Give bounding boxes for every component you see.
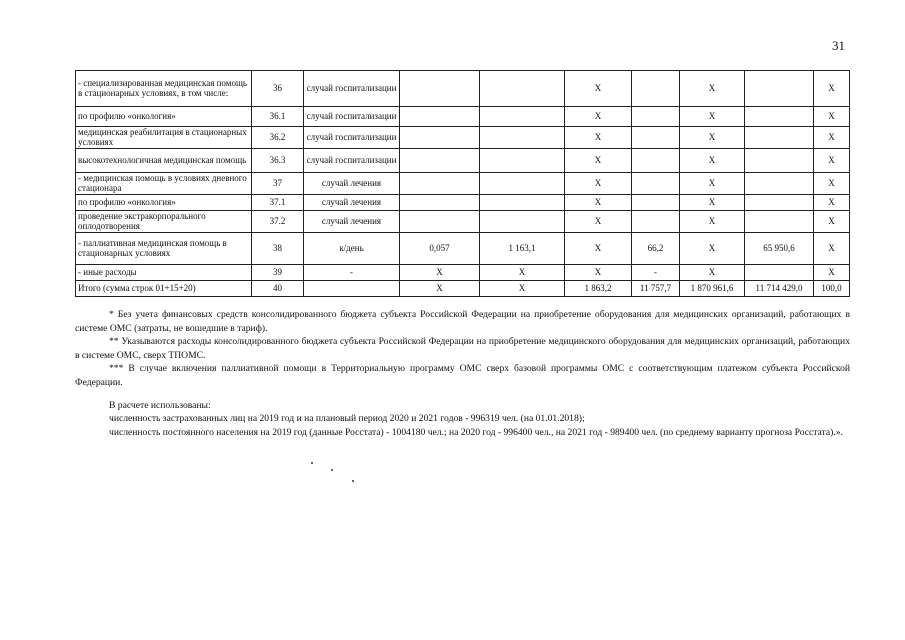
row-name-cell: - иные расходы — [76, 265, 252, 281]
value-cell: X — [814, 233, 850, 265]
value-cell — [400, 149, 480, 173]
page-number: 31 — [832, 38, 845, 53]
value-cell: X — [565, 211, 632, 233]
value-cell — [632, 173, 680, 195]
table-row — [76, 107, 850, 127]
value-cell — [632, 127, 680, 149]
table-row — [76, 149, 850, 173]
value-cell: X — [565, 107, 632, 127]
unit-cell: случай госпитализации — [304, 149, 400, 173]
footnotes — [75, 308, 850, 439]
row-name-cell: по профилю «онкология» — [76, 107, 252, 127]
value-cell — [745, 149, 814, 173]
value-cell: X — [814, 127, 850, 149]
scan-speck — [352, 480, 354, 482]
value-cell — [632, 195, 680, 211]
row-number-cell: 37.1 — [252, 195, 304, 211]
row-name-cell: - медицинская помощь в условиях дневного стационара — [76, 173, 252, 195]
unit-cell: случай госпитализации — [304, 71, 400, 107]
footnote-3: *** В случае включения паллиативной помощи в Территориальную программу ОМС сверх базовой программы ОМС с соответствующим платежом субъекта Российской Федерации. — [75, 363, 850, 389]
value-cell: X — [814, 71, 850, 107]
value-cell — [745, 265, 814, 281]
row-name-cell: - паллиативная медицинская помощь в стационарных условиях — [76, 233, 252, 265]
financing-table — [75, 70, 850, 297]
value-cell: X — [565, 173, 632, 195]
scan-speck — [331, 469, 333, 471]
value-cell: X — [565, 71, 632, 107]
row-number-cell: 36.3 — [252, 149, 304, 173]
row-name-cell: высокотехнологичная медицинская помощь — [76, 149, 252, 173]
value-cell: X — [680, 71, 745, 107]
value-cell: X — [814, 173, 850, 195]
row-number-cell: 37.2 — [252, 211, 304, 233]
value-cell: 1 870 961,6 — [680, 281, 745, 297]
value-cell: X — [814, 107, 850, 127]
row-name-cell: проведение экстракорпорального оплодотворения — [76, 211, 252, 233]
value-cell: X — [400, 265, 480, 281]
value-cell: 66,2 — [632, 233, 680, 265]
unit-cell: к/день — [304, 233, 400, 265]
value-cell: X — [680, 173, 745, 195]
table-row — [76, 195, 850, 211]
value-cell — [400, 107, 480, 127]
value-cell: X — [814, 211, 850, 233]
value-cell — [400, 211, 480, 233]
value-cell — [480, 149, 565, 173]
value-cell — [745, 107, 814, 127]
value-cell — [400, 127, 480, 149]
table-row — [76, 281, 850, 297]
row-number-cell: 40 — [252, 281, 304, 297]
row-number-cell: 36.1 — [252, 107, 304, 127]
value-cell: X — [680, 127, 745, 149]
value-cell: X — [680, 149, 745, 173]
row-number-cell: 36.2 — [252, 127, 304, 149]
table-row — [76, 71, 850, 107]
table-row — [76, 173, 850, 195]
value-cell: X — [814, 195, 850, 211]
value-cell — [400, 71, 480, 107]
value-cell — [400, 195, 480, 211]
value-cell — [480, 173, 565, 195]
value-cell — [745, 71, 814, 107]
row-name-cell: медицинская реабилитация в стационарных условиях — [76, 127, 252, 149]
table-row — [76, 211, 850, 233]
table-row — [76, 265, 850, 281]
value-cell: X — [680, 107, 745, 127]
row-name-cell: по профилю «онкология» — [76, 195, 252, 211]
calc-intro: В расчете использованы: — [109, 399, 211, 411]
value-cell: X — [565, 195, 632, 211]
row-name-cell: - специализированная медицинская помощь в стационарных условиях, в том числе: — [76, 71, 252, 107]
unit-cell: случай лечения — [304, 173, 400, 195]
row-number-cell: 37 — [252, 173, 304, 195]
value-cell — [400, 173, 480, 195]
unit-cell — [304, 281, 400, 297]
value-cell — [632, 149, 680, 173]
row-name-cell: Итого (сумма строк 01+15+20) — [76, 281, 252, 297]
value-cell — [480, 107, 565, 127]
row-number-cell: 39 — [252, 265, 304, 281]
footnote-2: ** Указываются расходы консолидированного бюджета субъекта Российской Федерации на приобретение медицинского оборудования для медицинских организаций, работающих в системе ОМС, сверх ТПОМС. — [75, 336, 850, 361]
table-row — [76, 233, 850, 265]
value-cell: 1 863,2 — [565, 281, 632, 297]
value-cell: X — [480, 281, 565, 297]
value-cell — [745, 127, 814, 149]
unit-cell: - — [304, 265, 400, 281]
value-cell: X — [400, 281, 480, 297]
value-cell — [480, 71, 565, 107]
calc-line-population: численность постоянного населения на 2019 год (данные Росстата) - 1004180 чел.; на 2020 год - 996400 чел., на 2021 год - 989400 чел. (по среднему варианту прогноза Росстата).». — [109, 426, 843, 438]
value-cell: 0,057 — [400, 233, 480, 265]
value-cell: X — [565, 265, 632, 281]
value-cell — [480, 211, 565, 233]
value-cell: X — [565, 149, 632, 173]
value-cell: - — [632, 265, 680, 281]
value-cell: X — [565, 127, 632, 149]
unit-cell: случай лечения — [304, 211, 400, 233]
value-cell — [745, 173, 814, 195]
value-cell: X — [565, 233, 632, 265]
footnote-1: * Без учета финансовых средств консолидированного бюджета субъекта Российской Федерации на приобретение оборудования для медицинских организаций, работающих в системе ОМС (затраты, не вошедшие в тариф). — [75, 309, 850, 334]
row-number-cell: 36 — [252, 71, 304, 107]
unit-cell: случай лечения — [304, 195, 400, 211]
value-cell: X — [680, 211, 745, 233]
value-cell: X — [480, 265, 565, 281]
value-cell — [745, 211, 814, 233]
value-cell: X — [680, 233, 745, 265]
unit-cell: случай госпитализации — [304, 107, 400, 127]
value-cell: 1 163,1 — [480, 233, 565, 265]
value-cell: X — [680, 195, 745, 211]
value-cell: 11 714 429,0 — [745, 281, 814, 297]
value-cell — [632, 211, 680, 233]
value-cell — [632, 71, 680, 107]
scan-speck — [311, 462, 313, 464]
value-cell — [745, 195, 814, 211]
unit-cell: случай госпитализации — [304, 127, 400, 149]
value-cell: 100,0 — [814, 281, 850, 297]
table-row — [76, 127, 850, 149]
calc-line-insured: численность застрахованных лиц на 2019 год и на плановый период 2020 и 2021 годов - 996319 чел. (на 01.01.2018); — [109, 413, 585, 425]
value-cell — [480, 127, 565, 149]
value-cell — [480, 195, 565, 211]
value-cell: 65 950,6 — [745, 233, 814, 265]
value-cell — [632, 107, 680, 127]
row-number-cell: 38 — [252, 233, 304, 265]
value-cell: X — [814, 149, 850, 173]
value-cell: X — [680, 265, 745, 281]
value-cell: X — [814, 265, 850, 281]
value-cell: 11 757,7 — [632, 281, 680, 297]
